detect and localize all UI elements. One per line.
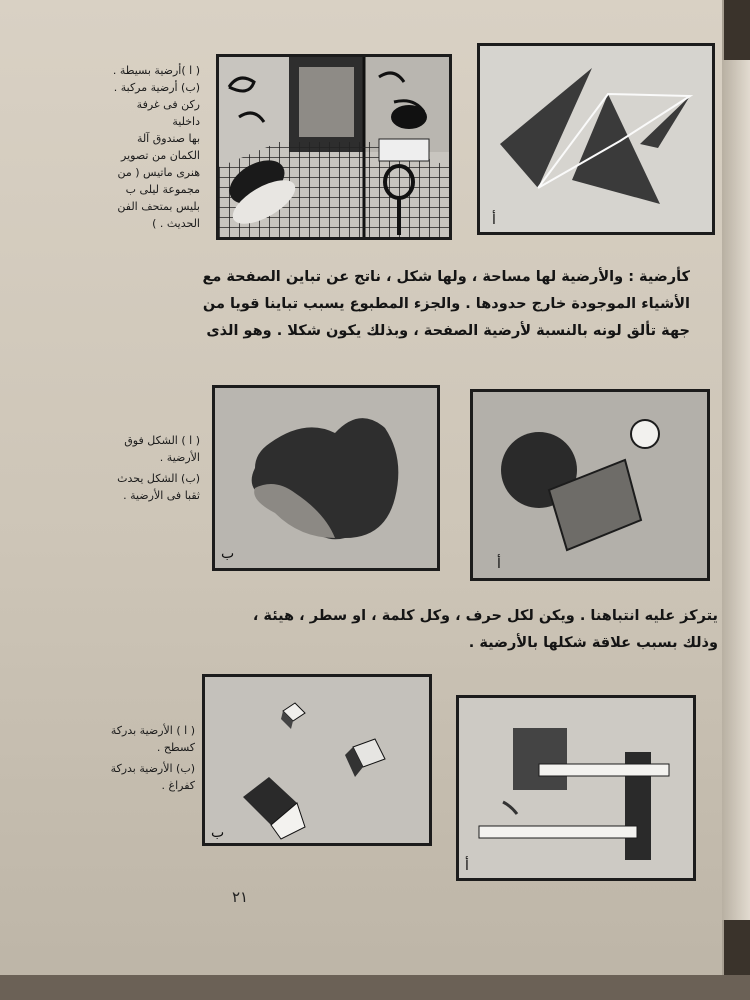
figure1-caption-b-4: الكمان من تصوير bbox=[121, 149, 200, 162]
figure3-cubes-diagram bbox=[202, 674, 432, 846]
figure2-blob-diagram bbox=[212, 385, 440, 571]
figure2-caption-b-1: (ب) الشكل يحدث bbox=[117, 472, 200, 485]
figure1-caption-a: ( ا )أرضية بسيطة . bbox=[112, 64, 200, 77]
paragraph2 bbox=[248, 603, 718, 657]
page-number: ٢١ bbox=[232, 888, 249, 906]
bars-image bbox=[459, 698, 693, 878]
paragraph2-line-1: يتركز عليه انتباهنا . ويكن لكل حرف ، وكل كلمة ، او سطر ، هيئة ، bbox=[252, 608, 718, 624]
cubes-image bbox=[205, 677, 429, 843]
figure1-caption-b-3: بها صندوق آلة bbox=[136, 132, 200, 145]
figure2-caption-a-1: ( ا ) الشكل فوق bbox=[124, 434, 200, 447]
paragraph1-line-2: الأشياء الموجودة خارج حدودها . والجزء المطبوع يسبب تباينا قويا من bbox=[202, 296, 690, 312]
figure2-shapes-diagram bbox=[470, 389, 710, 581]
figure3-caption-b-1: (ب) الأرضية بدركة bbox=[110, 762, 195, 775]
figure3-caption-b-2: كفراغ . bbox=[161, 779, 195, 792]
triangles-image bbox=[480, 46, 712, 232]
figure1-label-right: أ bbox=[492, 212, 496, 228]
table-surface bbox=[0, 975, 750, 1000]
figure2-label-right: أ bbox=[497, 556, 501, 572]
paragraph1-line-3: جهة تألق لونه بالنسبة لأرضية الصفحة ، وبذلك يكون شكلا . وهو الذى bbox=[206, 323, 690, 339]
figure1-triangles-diagram bbox=[477, 43, 715, 235]
figure3-label-left: ب bbox=[211, 825, 225, 841]
figure1-caption-b-6: مجموعة ليلى ب bbox=[125, 183, 200, 196]
figure1-caption bbox=[110, 62, 200, 232]
figure2-caption-a-2: الأرضية . bbox=[159, 451, 200, 464]
figure1-caption-b-1: (ب) أرضية مركبة . bbox=[113, 81, 200, 94]
figure3-caption-a-1: ( ا ) الأرضية بدركة bbox=[110, 724, 195, 737]
figure1-caption-b-7: بليس بمتحف الفن bbox=[117, 200, 200, 213]
figure2-caption-b-2: ثقبا فى الأرضية . bbox=[123, 489, 200, 502]
figure3-label-right: أ bbox=[465, 858, 469, 874]
figure1-caption-b-2: ركن فى غرفة داخلية bbox=[136, 98, 200, 128]
figure3-caption bbox=[60, 722, 195, 794]
figure1-matisse-photo bbox=[216, 54, 452, 240]
figure3-caption-a-2: كسطح . bbox=[156, 741, 195, 754]
next-page-edge bbox=[722, 60, 750, 920]
figure2-label-left: ب bbox=[221, 546, 235, 562]
matisse-interior-image bbox=[219, 57, 449, 237]
paragraph2-line-2: وذلك بسبب علاقة شكلها بالأرضية . bbox=[468, 635, 718, 651]
blob-image bbox=[215, 388, 437, 568]
figure1-caption-b-8: الحديث . ) bbox=[152, 217, 200, 230]
figure1-caption-b-5: هنرى ماتيس ( من bbox=[117, 166, 200, 179]
paragraph1 bbox=[202, 264, 690, 345]
figure2-caption bbox=[80, 432, 200, 504]
paragraph1-line-1: كأرضية : والأرضية لها مساحة ، ولها شكل ، ناتج عن تباين الصفحة مع bbox=[202, 269, 690, 285]
circle-square-image bbox=[473, 392, 707, 578]
figure3-bars-diagram bbox=[456, 695, 696, 881]
